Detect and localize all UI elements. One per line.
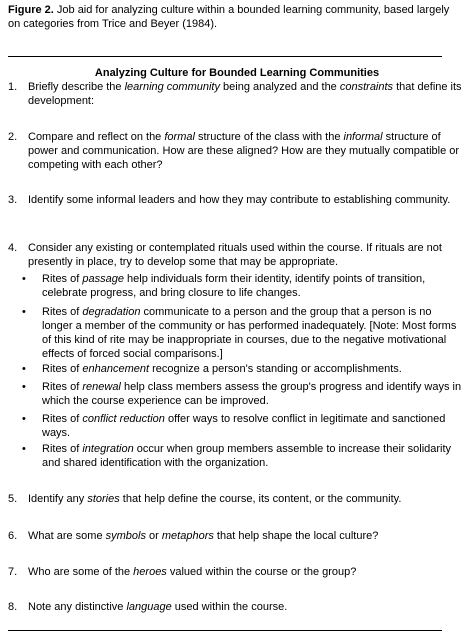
question-item-2	[8, 130, 464, 172]
rite-text: Rites of integration occur when group members assemble to increase their solidarity and shared identification with the organization.	[42, 443, 452, 469]
item-text: Consider any existing or contemplated rituals used within the course. If rituals are not presently in place, try to develop some that may be appropriate.	[28, 242, 442, 268]
item-number: 6.	[8, 530, 18, 542]
question-item-5	[8, 492, 464, 506]
item-text: Identify any stories that help define the course, its content, or the community.	[28, 493, 402, 505]
bottom-rule	[8, 630, 442, 631]
rite-text: Rites of passage help individuals form their identity, identify points of transition, celebrate progress, and bring closure to life changes.	[42, 273, 426, 299]
item-number: 2.	[8, 131, 18, 143]
rite-text: Rites of degradation communicate to a person and the group that a person is no longer a member of the community or has performed inadequately. [Note: Most forms of this kind of rite may be inappropriate in courses, due to the negative motivational effects of forced social comparisons.]	[42, 306, 457, 360]
bullet-icon: •	[22, 306, 26, 318]
item-number: 5.	[8, 493, 18, 505]
rite-integration	[22, 442, 464, 470]
question-item-3	[8, 193, 464, 207]
job-aid-title: Analyzing Culture for Bounded Learning Communities	[94, 67, 380, 79]
item-text: Note any distinctive language used within the course.	[28, 601, 288, 613]
item-number: 7.	[8, 566, 18, 578]
item-text: Compare and reflect on the formal structure of the class with the informal structure of power and communication. How are these aligned? How are they mutually compatible or competing with each other?	[28, 131, 460, 171]
figure-caption	[8, 3, 463, 31]
rite-text: Rites of conflict reduction offer ways to resolve conflict in legitimate and sanctioned ways.	[42, 413, 446, 439]
item-number: 4.	[8, 242, 18, 254]
top-rule	[8, 56, 442, 57]
figure-label: Figure 2.	[8, 4, 54, 16]
bullet-icon: •	[22, 273, 26, 285]
figure-caption-text: Job aid for analyzing culture within a bounded learning community, based largely on categories from Trice and Beyer (1984).	[8, 4, 450, 30]
rite-renewal	[22, 380, 464, 408]
bullet-icon: •	[22, 443, 26, 455]
question-item-7	[8, 565, 464, 579]
rite-conflict-reduction	[22, 412, 464, 440]
rite-degradation	[22, 305, 464, 361]
item-number: 8.	[8, 601, 18, 613]
question-item-8	[8, 600, 464, 614]
question-item-4	[8, 241, 464, 269]
item-number: 3.	[8, 194, 18, 206]
bullet-icon: •	[22, 363, 26, 375]
question-item-1	[8, 80, 464, 108]
bullet-icon: •	[22, 413, 26, 425]
rite-passage	[22, 272, 464, 300]
item-text: Briefly describe the learning community being analyzed and the constraints that define its development:	[28, 81, 462, 107]
rite-text: Rites of enhancement recognize a person's standing or accomplishments.	[42, 363, 402, 375]
question-item-6	[8, 529, 464, 543]
rite-enhancement	[22, 362, 464, 376]
item-text: What are some symbols or metaphors that help shape the local culture?	[28, 530, 379, 542]
rite-text: Rites of renewal help class members assess the group's progress and identify ways in which the course experience can be improved.	[42, 381, 462, 407]
bullet-icon: •	[22, 381, 26, 393]
item-text: Identify some informal leaders and how they may contribute to establishing community.	[28, 194, 451, 206]
item-number: 1.	[8, 81, 18, 93]
item-text: Who are some of the heroes valued within the course or the group?	[28, 566, 357, 578]
